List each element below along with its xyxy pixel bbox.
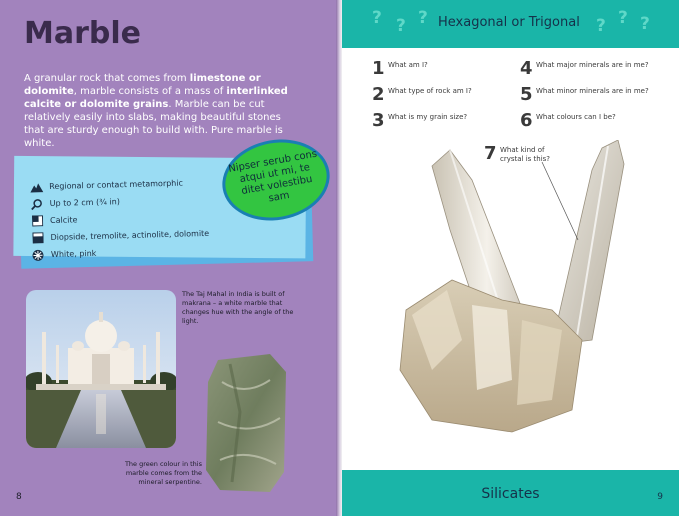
question-text: What colours can I be? <box>536 113 616 121</box>
bottom-banner <box>342 470 679 516</box>
minerals-icon <box>30 232 44 244</box>
question-number: 3 <box>372 110 385 131</box>
square-icon <box>30 215 44 227</box>
page-number-right: 9 <box>657 492 663 502</box>
intro-bold-2: interlinked calcite or dolomite grains <box>24 86 288 110</box>
question-number: 6 <box>520 110 533 131</box>
intro-text-3: . Marble can be cut relatively easily into slabs, making beautiful stones that are sturdy enough to build with. Pure marble is white. <box>24 99 283 149</box>
question-number: 7 <box>484 143 497 164</box>
intro-paragraph <box>24 72 304 150</box>
question-text: What kind of crystal is this? <box>500 146 551 163</box>
question-item <box>372 112 467 130</box>
page-title: Marble <box>24 16 141 51</box>
question-mark-icon: ? <box>372 8 382 28</box>
question-text: What is my grain size? <box>388 113 468 121</box>
fact-text: Calcite <box>49 215 78 226</box>
question-number: 2 <box>372 84 385 105</box>
taj-mahal-photo <box>26 290 176 448</box>
quartz-crystal-photo <box>392 140 664 440</box>
green-marble-photo <box>200 352 290 494</box>
question-item <box>372 86 472 104</box>
intro-text-1: A granular rock that comes from <box>24 73 190 84</box>
left-page <box>0 0 336 516</box>
question-text: What minor minerals are in me? <box>536 87 649 95</box>
question-number: 4 <box>520 58 533 79</box>
intro-bold-1: limestone or dolomite <box>24 73 261 97</box>
page-number-left: 8 <box>16 492 22 502</box>
footer-category: Silicates <box>481 486 540 502</box>
question-item <box>372 60 428 78</box>
question-item <box>520 86 649 104</box>
question-mark-icon: ? <box>640 14 650 34</box>
question-number: 1 <box>372 58 385 79</box>
taj-caption: The Taj Mahal in India is built of makrana – a white marble that changes hue with the angle of the light. <box>182 290 294 325</box>
question-mark-icon: ? <box>596 16 606 36</box>
crystal-system-heading: Hexagonal or Trigonal <box>438 15 580 30</box>
question-item <box>520 112 616 130</box>
question-mark-icon: ? <box>418 8 428 28</box>
question-text: What major minerals are in me? <box>536 61 649 69</box>
intro-text-2: , marble consists of a mass of <box>73 86 227 97</box>
question-number: 5 <box>520 84 533 105</box>
question-mark-icon: ? <box>618 8 628 28</box>
marble-caption: The green colour in this marble comes from the mineral serpentine. <box>124 460 202 486</box>
callout-badge: Nipser serub cons atqui ut mi, te ditet volestibu sam <box>216 131 336 229</box>
fact-text: Up to 2 cm (¾ in) <box>49 197 121 209</box>
question-text: What type of rock am I? <box>388 87 472 95</box>
top-banner <box>342 0 679 48</box>
fact-text: Regional or contact metamorphic <box>49 178 184 192</box>
magnifier-icon <box>30 198 44 210</box>
mountain-icon <box>29 181 43 193</box>
fact-text: White, pink <box>50 248 97 260</box>
question-item <box>520 60 649 78</box>
fact-text: Diopside, tremolite, actinolite, dolomite <box>50 228 210 243</box>
snowflake-icon <box>31 249 45 261</box>
question-text: What am I? <box>388 61 428 69</box>
question-mark-icon: ? <box>396 16 406 36</box>
right-page <box>342 0 679 516</box>
